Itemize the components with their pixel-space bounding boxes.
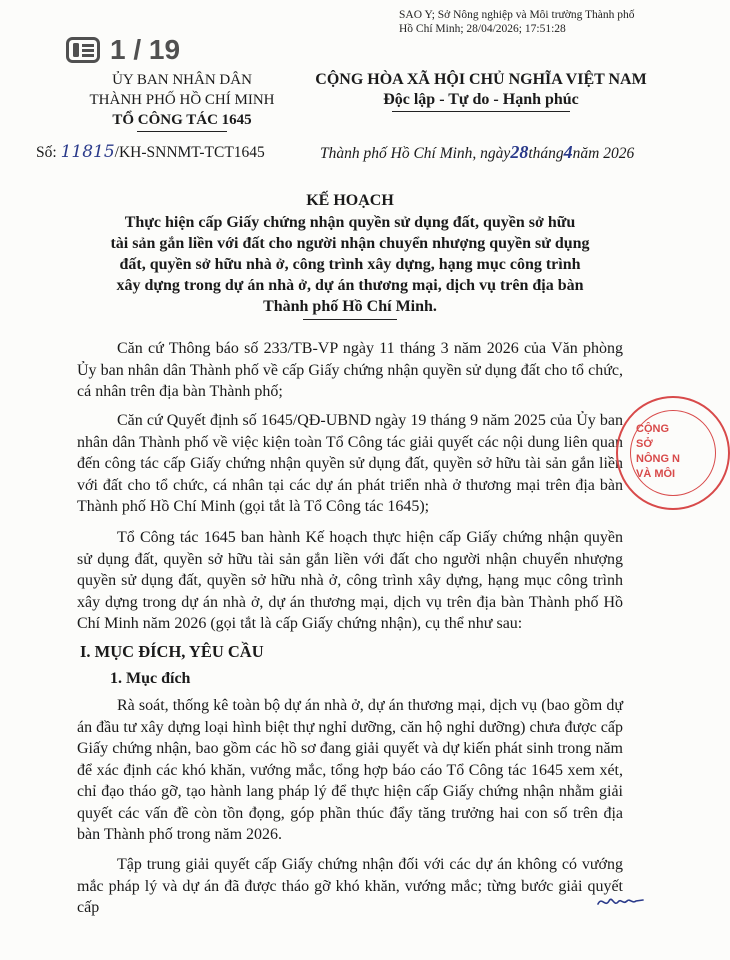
date-text-3: năm 2026 [572,145,635,162]
page-view-icon [66,37,100,63]
page-indicator [66,34,180,66]
date-month: 4 [563,142,573,162]
issuer-line2: THÀNH PHỐ HỒ CHÍ MINH [89,92,275,108]
title-main: KẾ HOẠCH [306,192,394,209]
copy-stamp-line1: SAO Y; Sở Nông nghiệp và Môi trường Thành phố [399,9,635,21]
date-day: 28 [510,142,529,162]
seal-text: CỘNG SỞ NÔNG N VÀ MÔI [636,423,680,480]
paragraph-2 [77,410,623,518]
title-underline [303,319,397,320]
page-counter: 1 / 19 [110,34,181,65]
title-line1: Thực hiện cấp Giấy chứng nhận quyền sử dụng đất, quyền sở hữu [124,214,576,231]
national-header [306,70,656,112]
issuer-line1: ỦY BAN NHÂN DÂN [112,72,252,88]
section-heading-1: I. MỤC ĐÍCH, YÊU CẦU [80,642,264,661]
paragraph-4 [77,695,623,846]
issuer-underline [137,131,227,132]
copy-stamp [399,8,635,36]
official-seal [616,396,730,510]
issuer-line3: TỔ CÔNG TÁC 1645 [112,112,252,128]
document-title [60,190,640,320]
national-header-line1: CỘNG HÒA XÃ HỘI CHỦ NGHĨA VIỆT NAM [315,71,647,88]
document-number-prefix: Số: [36,144,57,161]
national-header-underline [392,111,570,112]
date-text-1: Thành phố Hồ Chí Minh, ngày [320,145,511,162]
paragraph-1 [77,338,623,403]
issuer-block [60,70,304,132]
paragraph-5 [77,854,623,919]
paragraph-3 [77,527,623,635]
title-line3: đất, quyền sở hữu nhà ở, công trình xây dựng, hạng mục công trình [119,256,581,273]
paragraph-4-text: Rà soát, thống kê toàn bộ dự án nhà ở, dự án thương mại, dịch vụ (bao gồm dự án đầu tư xây dựng loại hình biệt thự nghỉ dưỡng, căn hộ nghỉ dưỡng) chưa được cấp Giấy chứng nhận, bao gồm các hồ sơ đang giải quyết và dự kiến phát sinh trong năm để xác định các khó khăn, vướng mắc, tổng hợp báo cáo Tổ Công tác 1645 xem xét, chỉ đạo tháo gỡ, tạo hành lang pháp lý để thực hiện cấp Giấy chứng nhận nhằm giải quyết các vấn đề còn tồn đọng, góp phần thúc đẩy tăng trưởng hai con số trên địa bàn Thành phố trong năm 2026. [77,697,623,843]
subsection-heading-1: 1. Mục đích [110,670,191,687]
copy-stamp-line2: Hồ Chí Minh; 28/04/2026; 17:51:28 [399,23,566,35]
document-number-suffix: /KH-SNNMT-TCT1645 [114,144,265,161]
paragraph-5-text: Tập trung giải quyết cấp Giấy chứng nhận đối với các dự án không có vướng mắc pháp lý và dự án đã được tháo gỡ khó khăn, vướng mắc; từng bước giải quyết cấp [77,856,623,916]
title-line2: tài sản gắn liền với đất cho người nhận chuyển nhượng quyền sử dụng [110,235,590,252]
title-line4: xây dựng trong dự án nhà ở, dự án thương mại, dịch vụ trên địa bàn [116,277,584,294]
document-number [36,142,265,162]
date-text-2: tháng [528,145,564,162]
title-line5: Thành phố Hồ Chí Minh. [263,298,437,315]
document-number-handwritten: 11815 [60,142,115,162]
paragraph-2-text: Căn cứ Quyết định số 1645/QĐ-UBND ngày 19 tháng 9 năm 2025 của Ủy ban nhân dân Thành phố về việc kiện toàn Tổ Công tác giải quyết các nội dung liên quan đến công tác cấp Giấy chứng nhận quyền sử dụng đất, quyền sở hữu tài sản gắn liền với đất cho tổ chức, cá nhân tại các dự án phát triển nhà ở thương mại trên địa bàn Thành phố Hồ Chí Minh (gọi tắt là Tổ Công tác 1645); [77,412,623,515]
paragraph-1-text: Căn cứ Thông báo số 233/TB-VP ngày 11 tháng 3 năm 2026 của Văn phòng Ủy ban nhân dân Thành phố về cấp Giấy chứng nhận quyền sử dụng đất cho tổ chức, cá nhân trên địa bàn Thành phố; [77,340,623,400]
document-date [320,142,634,163]
paragraph-3-text: Tổ Công tác 1645 ban hành Kế hoạch thực hiện cấp Giấy chứng nhận quyền sử dụng đất, quyền sở hữu tài sản gắn liền với đất cho người nhận chuyển nhượng quyền sử dụng đất, quyền sở hữu nhà ở, công trình xây dựng, hạng mục công trình xây dựng trong dự án nhà ở, dự án thương mại, dịch vụ trên địa bàn Thành phố Hồ Chí Minh năm 2026 (gọi tắt là cấp Giấy chứng nhận), cụ thể như sau: [77,529,623,632]
national-header-line2: Độc lập - Tự do - Hạnh phúc [383,91,579,108]
initial-signature [596,892,646,914]
